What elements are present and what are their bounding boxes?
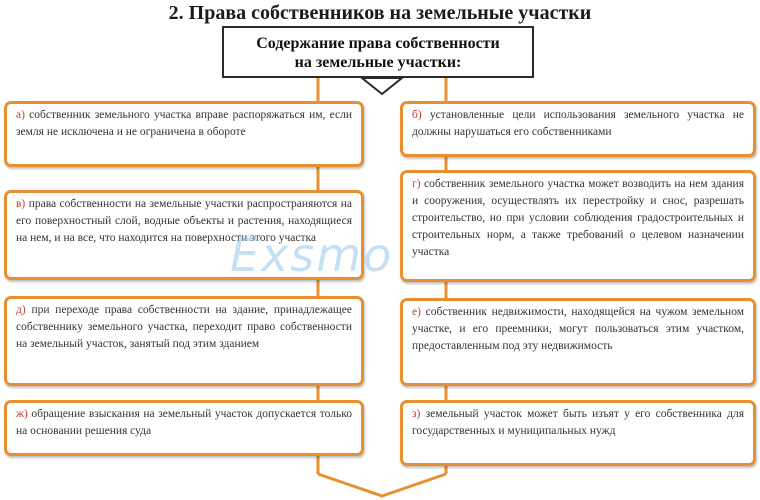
item-text: собственник земельного участка может возводить на нем здания и сооружения, осуществлять их перестройку и снос, разрешать строительство, но при условии соблюдения градостроительных и строительных норм, а также требований о целевом назначении участка (412, 178, 744, 258)
item-text: собственник недвижимости, находящейся на чужом земельном участке, и его преемники, могут пользоваться этим участком, предоставленным под эту недвижимость (412, 306, 745, 352)
item-letter: в) (16, 198, 29, 210)
watermark: Exsmo (230, 228, 394, 282)
item-letter: ж) (16, 408, 32, 420)
item-letter: б) (412, 109, 430, 121)
item-text: обращение взыскания на земельный участок допускается только на основании решения суда (16, 408, 352, 437)
item-text: установленные цели использования земельного участка не должны нарушаться его собственниками (412, 109, 744, 138)
page-title: 2. Права собственников на земельные участки (168, 2, 592, 24)
content-header-box (222, 26, 534, 78)
item-text: при переходе права собственности на здание, принадлежащее собственнику земельного участка, переходит право собственности на земельный участок, занятый под этим зданием (16, 304, 352, 350)
item-text: права собственности на земельные участки распространяются на его поверхностный слой, водные объекты и растения, находящиеся на нем, и на все, что находится на поверхности этого участка (16, 198, 352, 244)
header-arrow (362, 78, 402, 94)
item-g (400, 170, 756, 282)
item-v (4, 190, 364, 280)
spine-arrow (318, 474, 446, 496)
item-d (4, 296, 364, 386)
item-a (4, 101, 364, 167)
item-text: земельный участок может быть изъят у его собственника для государственных и муниципальных нужд (412, 408, 744, 437)
item-letter: г) (412, 178, 425, 190)
item-e (400, 298, 756, 386)
item-z (400, 400, 756, 466)
item-zh (4, 400, 364, 456)
item-letter: з) (412, 408, 426, 420)
item-b (400, 101, 756, 157)
header-line-1: Содержание права собственности (256, 35, 500, 52)
item-letter: е) (412, 306, 426, 318)
item-letter: д) (16, 304, 32, 316)
item-text: собственник земельного участка вправе распоряжаться им, если земля не исключена и не ограничена в обороте (16, 109, 352, 138)
item-letter: а) (16, 109, 30, 121)
header-line-2: на земельные участки: (294, 54, 462, 71)
